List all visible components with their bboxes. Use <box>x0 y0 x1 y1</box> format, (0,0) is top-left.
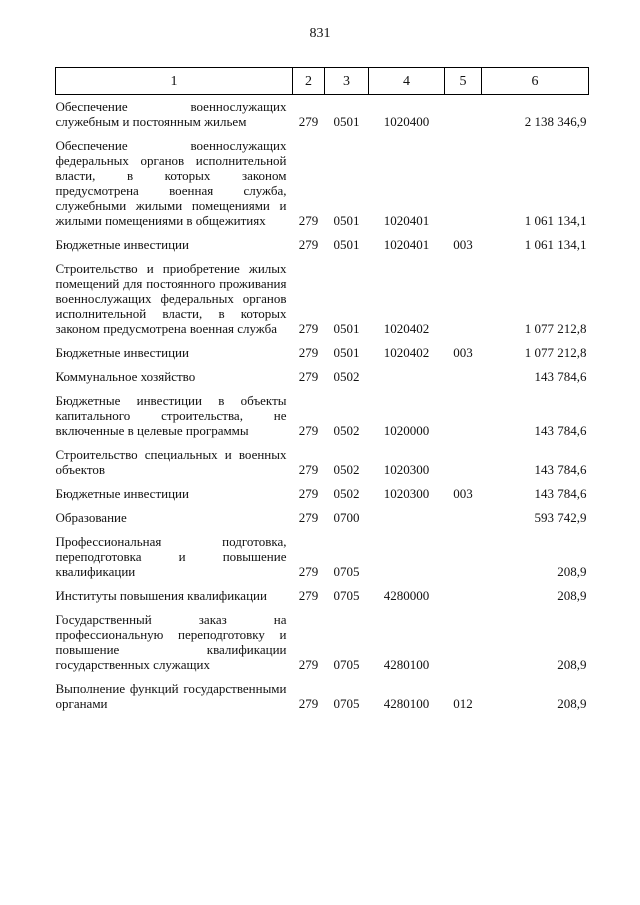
table-row <box>56 672 589 711</box>
header-col-2: 2 <box>293 68 325 95</box>
row-name: Институты повышения квалификации <box>55 588 267 603</box>
cell-amount: 2 138 346,9 <box>524 114 587 129</box>
header-col-3: 3 <box>325 68 369 95</box>
cell-ministry-code: 279 <box>298 114 319 129</box>
cell-amount: 593 742,9 <box>534 510 587 525</box>
row-name: Бюджетные инвестиции <box>55 237 189 252</box>
cell-ministry-code: 279 <box>298 588 319 603</box>
cell-target-code <box>369 360 445 384</box>
table-body <box>56 95 589 712</box>
cell-amount: 1 061 134,1 <box>524 237 587 252</box>
cell-target-code: 1020000 <box>383 423 430 438</box>
cell-section-code: 0700 <box>333 510 360 525</box>
cell-ministry-code: 279 <box>298 510 319 525</box>
cell-ministry-code: 279 <box>298 237 319 252</box>
cell-target-code: 1020300 <box>383 486 430 501</box>
cell-target-code: 4280100 <box>383 657 430 672</box>
cell-expense-code <box>445 252 482 336</box>
cell-expense-code <box>445 603 482 672</box>
table-row <box>56 579 589 603</box>
cell-expense-code <box>445 525 482 579</box>
cell-amount: 1 061 134,1 <box>524 213 587 228</box>
cell-expense-code: 003 <box>453 345 473 360</box>
row-name: Выполнение функций государственными органами <box>55 681 287 711</box>
row-name: Бюджетные инвестиции в объекты капитального строительства, не включенные в целевые программы <box>55 393 287 438</box>
cell-expense-code <box>445 95 482 130</box>
header-col-1: 1 <box>56 68 293 95</box>
table-header <box>56 68 589 95</box>
cell-expense-code <box>445 501 482 525</box>
cell-section-code: 0501 <box>333 321 360 336</box>
row-name: Строительство специальных и военных объектов <box>55 447 287 477</box>
row-name: Коммунальное хозяйство <box>55 369 196 384</box>
cell-expense-code: 003 <box>453 486 473 501</box>
row-name: Государственный заказ на профессиональную переподготовку и повышение квалификации государственных служащих <box>55 612 287 672</box>
table-row <box>56 603 589 672</box>
budget-table <box>55 67 589 711</box>
cell-target-code: 1020401 <box>383 213 430 228</box>
cell-amount: 208,9 <box>557 564 587 579</box>
cell-target-code <box>369 525 445 579</box>
cell-section-code: 0502 <box>333 369 360 384</box>
cell-section-code: 0501 <box>333 114 360 129</box>
cell-ministry-code: 279 <box>298 657 319 672</box>
cell-section-code: 0705 <box>333 564 360 579</box>
cell-section-code: 0705 <box>333 696 360 711</box>
cell-expense-code: 003 <box>453 237 473 252</box>
cell-ministry-code: 279 <box>298 213 319 228</box>
table-row <box>56 501 589 525</box>
cell-section-code: 0501 <box>333 237 360 252</box>
cell-section-code: 0705 <box>333 588 360 603</box>
cell-ministry-code: 279 <box>298 696 319 711</box>
cell-amount: 143 784,6 <box>534 423 587 438</box>
table-row <box>56 95 589 130</box>
cell-ministry-code: 279 <box>298 462 319 477</box>
cell-section-code: 0502 <box>333 486 360 501</box>
cell-section-code: 0502 <box>333 462 360 477</box>
table-row <box>56 525 589 579</box>
cell-amount: 208,9 <box>557 696 587 711</box>
table-row <box>56 228 589 252</box>
cell-ministry-code: 279 <box>298 486 319 501</box>
cell-amount: 1 077 212,8 <box>524 321 587 336</box>
cell-section-code: 0501 <box>333 345 360 360</box>
row-name: Бюджетные инвестиции <box>55 486 189 501</box>
cell-amount: 208,9 <box>557 657 587 672</box>
cell-expense-code <box>445 579 482 603</box>
table-row <box>56 477 589 501</box>
cell-target-code: 1020401 <box>383 237 430 252</box>
cell-expense-code <box>445 360 482 384</box>
row-name: Профессиональная подготовка, переподготовка и повышение квалификации <box>55 534 287 579</box>
header-col-4: 4 <box>369 68 445 95</box>
table-row <box>56 252 589 336</box>
row-name: Образование <box>55 510 127 525</box>
cell-section-code: 0501 <box>333 213 360 228</box>
cell-expense-code: 012 <box>453 696 473 711</box>
cell-expense-code <box>445 129 482 228</box>
cell-amount: 143 784,6 <box>534 462 587 477</box>
table-row <box>56 438 589 477</box>
cell-amount: 208,9 <box>557 588 587 603</box>
cell-target-code: 1020400 <box>383 114 430 129</box>
cell-ministry-code: 279 <box>298 321 319 336</box>
cell-amount: 143 784,6 <box>534 369 587 384</box>
cell-target-code: 1020402 <box>383 321 430 336</box>
table-row <box>56 336 589 360</box>
table-row <box>56 384 589 438</box>
cell-target-code: 1020300 <box>383 462 430 477</box>
cell-ministry-code: 279 <box>298 423 319 438</box>
cell-ministry-code: 279 <box>298 564 319 579</box>
cell-target-code <box>369 501 445 525</box>
cell-section-code: 0502 <box>333 423 360 438</box>
row-name: Строительство и приобретение жилых помещений для постоянного проживания военнослужащих федеральных органов исполнительной власти, в которых законом предусмотрена военная служба <box>55 261 287 336</box>
page-number: 831 <box>309 26 331 41</box>
cell-section-code: 0705 <box>333 657 360 672</box>
row-name: Обеспечение военнослужащих служебным и постоянным жильем <box>55 99 287 129</box>
header-col-5: 5 <box>445 68 482 95</box>
cell-ministry-code: 279 <box>298 369 319 384</box>
cell-amount: 1 077 212,8 <box>524 345 587 360</box>
row-name: Бюджетные инвестиции <box>55 345 189 360</box>
header-col-6: 6 <box>482 68 589 95</box>
row-name: Обеспечение военнослужащих федеральных органов исполнительной власти, в которых законом предусмотрена военная служба, служебными жилыми помещениями и жилыми помещениями в общежитиях <box>55 138 287 228</box>
table-row <box>56 129 589 228</box>
table-row <box>56 360 589 384</box>
cell-target-code: 4280000 <box>383 588 430 603</box>
cell-ministry-code: 279 <box>298 345 319 360</box>
cell-target-code: 1020402 <box>383 345 430 360</box>
cell-expense-code <box>445 384 482 438</box>
cell-expense-code <box>445 438 482 477</box>
cell-target-code: 4280100 <box>383 696 430 711</box>
cell-amount: 143 784,6 <box>534 486 587 501</box>
